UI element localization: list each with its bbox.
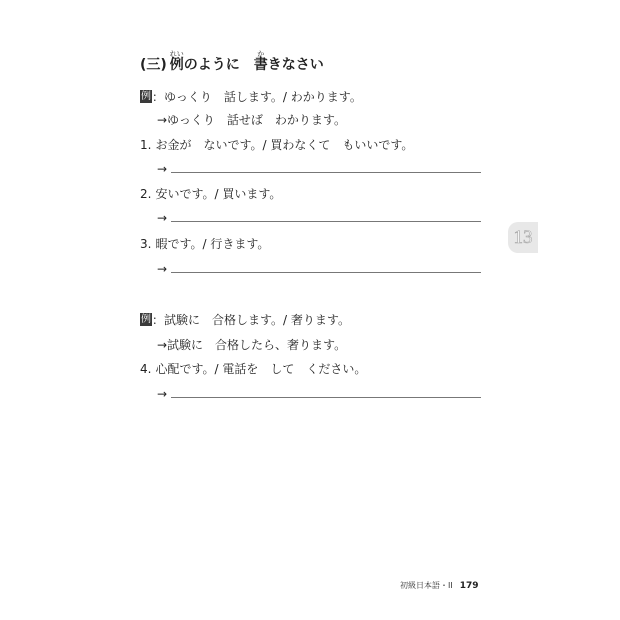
heading-text-tail: きなさい bbox=[267, 57, 324, 73]
example-badge: 例 bbox=[141, 91, 151, 102]
answer-arrow: → bbox=[157, 162, 168, 176]
heading-kanji-rei: 例 bbox=[169, 57, 184, 73]
exercise-item-number: 3. bbox=[140, 237, 152, 251]
page-footer bbox=[400, 580, 479, 592]
exercise-item-number: 1. bbox=[140, 138, 152, 152]
answer-row bbox=[157, 162, 481, 176]
example-badge: 例 bbox=[141, 314, 151, 325]
exercise-item bbox=[140, 362, 366, 376]
exercise-section-number: (三) bbox=[140, 57, 167, 73]
example-answer: →試験に 合格したら、奢ります。 bbox=[157, 338, 347, 352]
answer-row bbox=[157, 262, 481, 276]
heading-kanji-ka: 書 bbox=[253, 57, 268, 73]
answer-blank-line bbox=[171, 211, 481, 222]
exercise-item bbox=[140, 138, 413, 152]
answer-arrow: → bbox=[157, 387, 168, 401]
exercise-item bbox=[140, 237, 269, 251]
exercise-item-prompt: 安いです。/ 買います。 bbox=[155, 187, 282, 201]
page-number: 179 bbox=[459, 581, 479, 591]
answer-blank-line bbox=[171, 262, 481, 273]
exercise-item-number: 4. bbox=[140, 362, 152, 376]
example-row bbox=[140, 90, 362, 104]
example-prompt: ：ゆっくり 話します。/ わかります。 bbox=[152, 90, 362, 104]
exercise-heading bbox=[140, 50, 324, 73]
exercise-item-prompt: 心配です。/ 電話を して ください。 bbox=[155, 362, 367, 376]
chapter-number: 13 bbox=[513, 227, 533, 248]
example-prompt: ：試験に 合格します。/ 奢ります。 bbox=[152, 313, 350, 327]
heading-ruby-ka bbox=[253, 50, 268, 73]
exercise-item-prompt: お金が ないです。/ 買わなくて もいいです。 bbox=[155, 138, 414, 152]
answer-row bbox=[157, 211, 481, 225]
heading-ruby-rei bbox=[169, 50, 184, 73]
answer-arrow: → bbox=[157, 211, 168, 225]
book-title: 初級日本語・II bbox=[400, 581, 453, 590]
answer-blank-line bbox=[171, 162, 481, 173]
furigana-rei: れい bbox=[169, 50, 184, 58]
furigana-ka: か bbox=[253, 50, 268, 58]
exercise-item-number: 2. bbox=[140, 187, 152, 201]
heading-text-middle: のように bbox=[183, 57, 254, 73]
example-answer: →ゆっくり 話せば わかります。 bbox=[157, 113, 346, 127]
answer-row bbox=[157, 387, 481, 401]
answer-blank-line bbox=[171, 387, 481, 398]
answer-arrow: → bbox=[157, 262, 168, 276]
example-row bbox=[140, 313, 350, 327]
exercise-item-prompt: 暇です。/ 行きます。 bbox=[155, 237, 270, 251]
chapter-tab bbox=[508, 222, 538, 253]
exercise-item bbox=[140, 187, 281, 201]
